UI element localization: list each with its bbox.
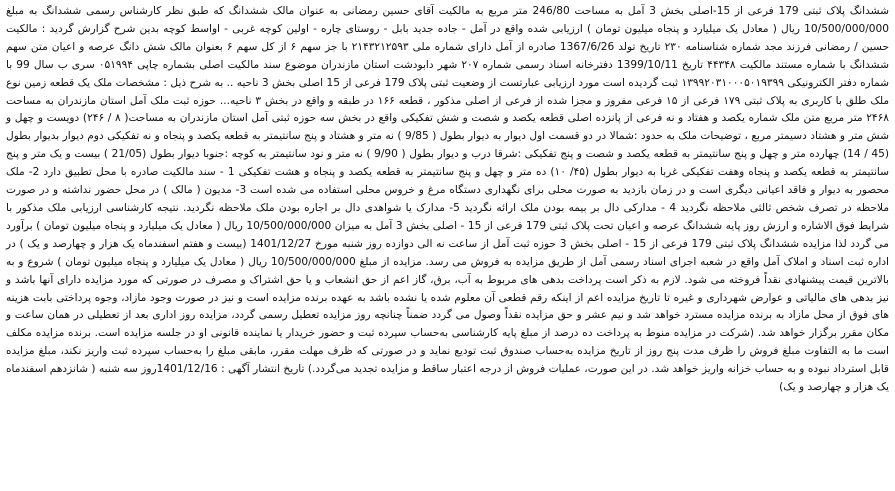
auction-notice-text: ششدانگ پلاک ثبتی 179 فرعی از 15-اصلی بخش 3 آمل به مساحت 246/80 متر مربع به مالکیت آقای حسین رمضانی به عنوان مالک ششدانگ که طبق نظر کارشناس رسمی ششدانگ به مبلغ 10/500/000/000 ریال ( معادل یک میلیارد و پنجاه میلیون تومان ) ارزیابی شده واقع در آمل - جاده جدید بابل - روستای چاره - اولین کوچه غربی - اواسط کوچه بدین شرح گزارش گردید : مالکیت حسین / رمضانی فرزند مجد شماره شناسنامه ۲۳۰ تاریخ تولد 1367/6/26 صادره از آمل دارای شماره ملی ۲۱۴۳۲۱۲۵۹۳ با جز سهم ۶ از کل سهم ۶ بعنوان مالک شش دانگ عرصه و اعیان متن سهم ششدانگ با شماره مستند مالکیت ۴۴۳۴۸ تاریخ 1399/10/11 دفترخانه اسناد رسمی شماره ۲۰۷ شهر دابودشت استان مازندران موضوع سند مالکیت اصلی بشماره چاپی ۰۵۱۹۹۴ سری ب سال 99 با شماره دفتر الکترونیکی ۱۳۹۹۲۰۳۱۰۰۰۵۰۱۹۳۹۹ ثبت گردیده است مورد ارزیابی عبارتست از وضعیت ثبتی پلاک 179 فرعی از 15 اصلی بخش 3 ناحیه .. به شرح ذیل : مشخصات ملک یک قطعه زمین نوع ملک طلق با کاربری به پلاک ثبتی ۱۷۹ فرعی از ۱۵ فرعی مفروز و مجزا شده از فرعی از اصلی مذکور ، قطعه ۱۶۶ در طبقه و واقع در بخش ۳ ناحیه... حوزه ثبت ملک آمل استان مازندران به مساحت ۲۴۶۸ متر مربع متن ملک شماره یکصد و هفتاد و نه فرعی از پانزده اصلی قطعه یکصد و شصت و شش تفکیکی واقع در بخش سه حوزه ثبتی آمل استان مازندران به مساحت( ۸ / ۲۴۶) دویست و چهل و شش متر و هشتاد دسیمتر مربع ، توضیحات ملک به حدود :شمالا در دو قسمت اول دیوار به دیوار بطول ( 9/85 ) نه متر و هشتاد و پنج سانتیمتر به قطعه یکصد و پنجاه و نه تفکیکی دوم دیوار بدیوار بطول (45 / 14) چهارده متر و چهل و پنج سانتیمتر به قطعه یکصد و شصت و پنج تفکیکی :شرقا درب و دیوار بطول ( 9/90 ) نه متر و نود سانتیمتر به کوچه :جنوبا دیوار بطول (21/05 ) بیست و یک متر و پنج سانتیمتر به قطعه یکصد و پنجاه وهفت تفکیکی غربا به دیوار بطول (۴۵/ ۱۰) ده متر و چهل و پنج سانتیمتر به قطعه یکصد و پنجاه و هشت تفکیکی 1 - سند مالکیت صادره با محل تطبیق دارد 2- ملک محصور به دیوار و فاقد اعیانی دیگری است و در زمان بازدید به صورت محلی برای نگهداری دستگاه مرغ و خروس محلی استفاده می شده است 3- مدیون ( مالک ) در محل حضور نداشته و در صورت ملاحظه در تصرف شخص ثالثی ملاحظه نگردید 4 - مدارکی دال بر بیمه بودن ملک ارائه نگردید 5- مدارک یا شواهدی دال بر اجاره بودن ملک ملاحظه نگردید. نتیجه کارشناسی ارزیابی ملک مذکور با شرایط فوق الاشاره و ارزش روز پایه ششدانگ عرصه و اعیان تحت پلاک ثبتی 179 فرعی از 15 - اصلی بخش 3 آمل به میزان 10/500/000/000 ریال ( معادل یک میلیارد و پنجاه میلیون تومان ) برآورد می گردد لذا مزایده ششدانگ پلاک ثبتی 179 فرعی از 15 - اصلی بخش 3 حوزه ثبت آمل از ساعت نه الی دوازده روز شنبه مورخ 1401/12/27 (بیست و هفتم اسفندماه یک هزار و چهارصد و یک ) در اداره ثبت اسناد و املاک آمل واقع در شعبه اجرای اسناد رسمی آمل از طریق مزایده به فروش می رسد. مزایده از مبلغ 10/500/000/000 ریال ( معادل یک میلیارد و پنجاه میلیون تومان ) شروع و به بالاترین قیمت پیشنهادی نقداً فروخته می شود. لازم به ذکر است پرداخت بدهی های مربوط به آب، برق، گاز اعم از حق انشعاب و یا حق اشتراک و مصرف در صورتی که مورد مزایده دارای آنها باشد و نیز بدهی های مالیاتی و عوارض شهرداری و غیره تا تاریخ مزایده اعم از اینکه رقم قطعی آن معلوم شده یا نشده باشد به عهده برنده مزایده است و نیز در صورت وجود مازاد، وجوه پرداختی بابت هزینه های فوق از محل مازاد به برنده مزایده مسترد خواهد شد و نیم عشر و حق مزایده نقداً وصول می گردد ضمناً چنانچه روز مزایده تعطیل رسمی گردد، مزایده روز اداری بعد از تعطیلی در همان ساعت و مکان مقرر برگزار خواهد شد. (شرکت در مزایده منوط به پرداخت ده درصد از مبلغ پایه کارشناسی به‌حساب سپرده ثبت و حضور خریدار یا نماینده قانونی او در جلسه مزایده است. برنده مزایده مکلف است ما به التفاوت مبلغ فروش را ظرف مدت پنج روز از تاریخ مزایده به‌حساب صندوق ثبت تودیع نماید و در صورتی که ظرف مهلت مقرر، مابقی مبلغ را به‌حساب سپرده ثبت واریز نکند، مبلغ مزایده قابل استرداد نبوده و به حساب خزانه واریز خواهد شد. در این صورت، عملیات فروش از درجه اعتبار ساقط و مزایده تجدید می‌گردد.) تاریخ انتشار آگهی : 1401/12/16روز سه شنبه ( شانزدهم اسفندماه یک هزار و چهارصد و یک) — [6, 5, 890, 394]
